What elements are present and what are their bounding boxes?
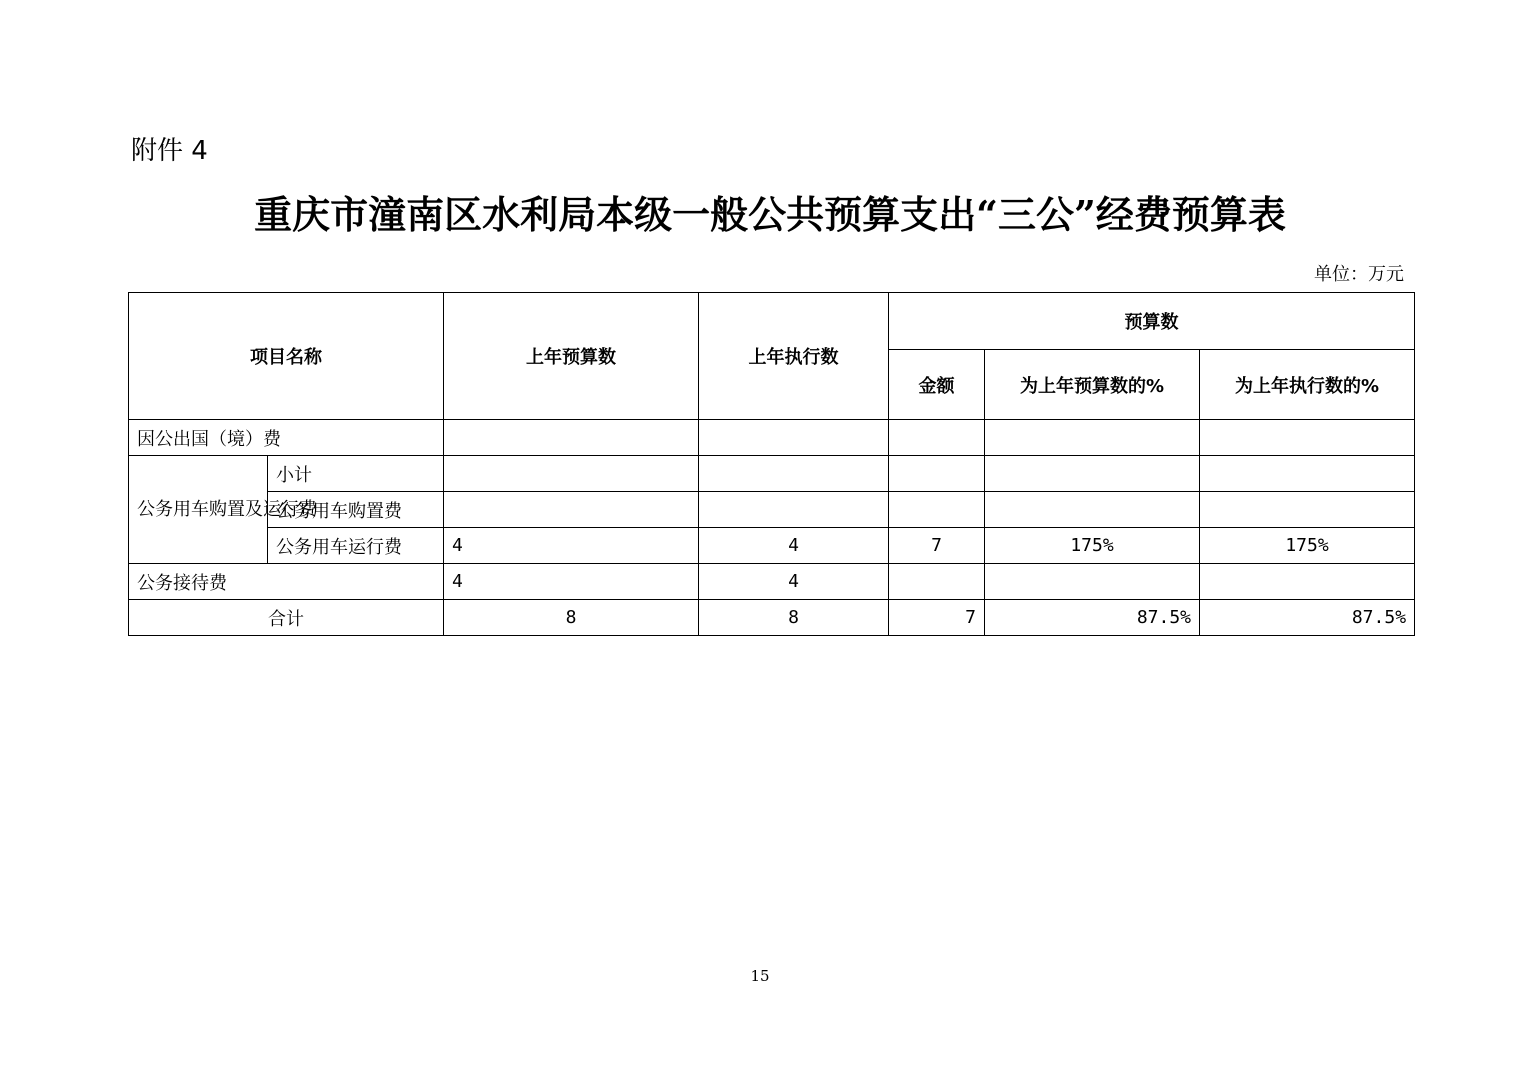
cell-last-budget: 4	[444, 564, 699, 600]
cell-pct-budget	[985, 564, 1200, 600]
total-pct-exec: 87.5%	[1200, 600, 1415, 636]
table-row	[129, 528, 1415, 564]
header-pct-of-executed: 为上年执行数的%	[1200, 350, 1415, 420]
cell-pct-exec	[1200, 564, 1415, 600]
total-last-budget: 8	[444, 600, 699, 636]
total-amount: 7	[889, 600, 985, 636]
cell-last-budget: 4	[444, 528, 699, 564]
cell-last-budget	[444, 456, 699, 492]
cell-last-exec: 4	[699, 528, 889, 564]
unit-label: 单位：万元	[1314, 264, 1404, 285]
cell-pct-budget	[985, 492, 1200, 528]
total-row	[129, 600, 1415, 636]
cell-pct-exec	[1200, 492, 1415, 528]
cell-amount	[889, 456, 985, 492]
cell-last-exec: 4	[699, 564, 889, 600]
row-label: 公务接待费	[129, 564, 444, 600]
row-label: 公务用车购置费	[268, 492, 444, 528]
header-item-name: 项目名称	[129, 293, 444, 420]
cell-pct-budget: 175%	[985, 528, 1200, 564]
cell-pct-exec: 175%	[1200, 528, 1415, 564]
vehicle-group-label: 公务用车购置及运行费	[129, 456, 268, 564]
attachment-label: 附件 4	[131, 136, 208, 166]
header-last-year-executed: 上年执行数	[699, 293, 889, 420]
total-last-exec: 8	[699, 600, 889, 636]
cell-amount	[889, 492, 985, 528]
table-row	[129, 456, 1415, 492]
budget-table	[128, 292, 1415, 636]
header-budget: 预算数	[889, 293, 1415, 350]
page-title: 重庆市潼南区水利局本级一般公共预算支出“三公”经费预算表	[254, 192, 1286, 237]
cell-last-budget	[444, 492, 699, 528]
header-row-1	[129, 293, 1415, 350]
row-label: 因公出国（境）费	[129, 420, 444, 456]
table-row	[129, 492, 1415, 528]
cell-amount	[889, 420, 985, 456]
row-label: 公务用车运行费	[268, 528, 444, 564]
row-label: 小计	[268, 456, 444, 492]
cell-pct-exec	[1200, 456, 1415, 492]
cell-pct-exec	[1200, 420, 1415, 456]
cell-pct-budget	[985, 456, 1200, 492]
cell-amount	[889, 564, 985, 600]
cell-amount: 7	[889, 528, 985, 564]
page-number: 15	[750, 967, 770, 985]
cell-last-exec	[699, 420, 889, 456]
header-last-year-budget: 上年预算数	[444, 293, 699, 420]
cell-last-exec	[699, 492, 889, 528]
header-pct-of-budget: 为上年预算数的%	[985, 350, 1200, 420]
cell-last-budget	[444, 420, 699, 456]
cell-pct-budget	[985, 420, 1200, 456]
table-row	[129, 564, 1415, 600]
total-pct-budget: 87.5%	[985, 600, 1200, 636]
cell-last-exec	[699, 456, 889, 492]
table-row	[129, 420, 1415, 456]
total-label: 合计	[129, 600, 444, 636]
header-amount: 金额	[889, 350, 985, 420]
